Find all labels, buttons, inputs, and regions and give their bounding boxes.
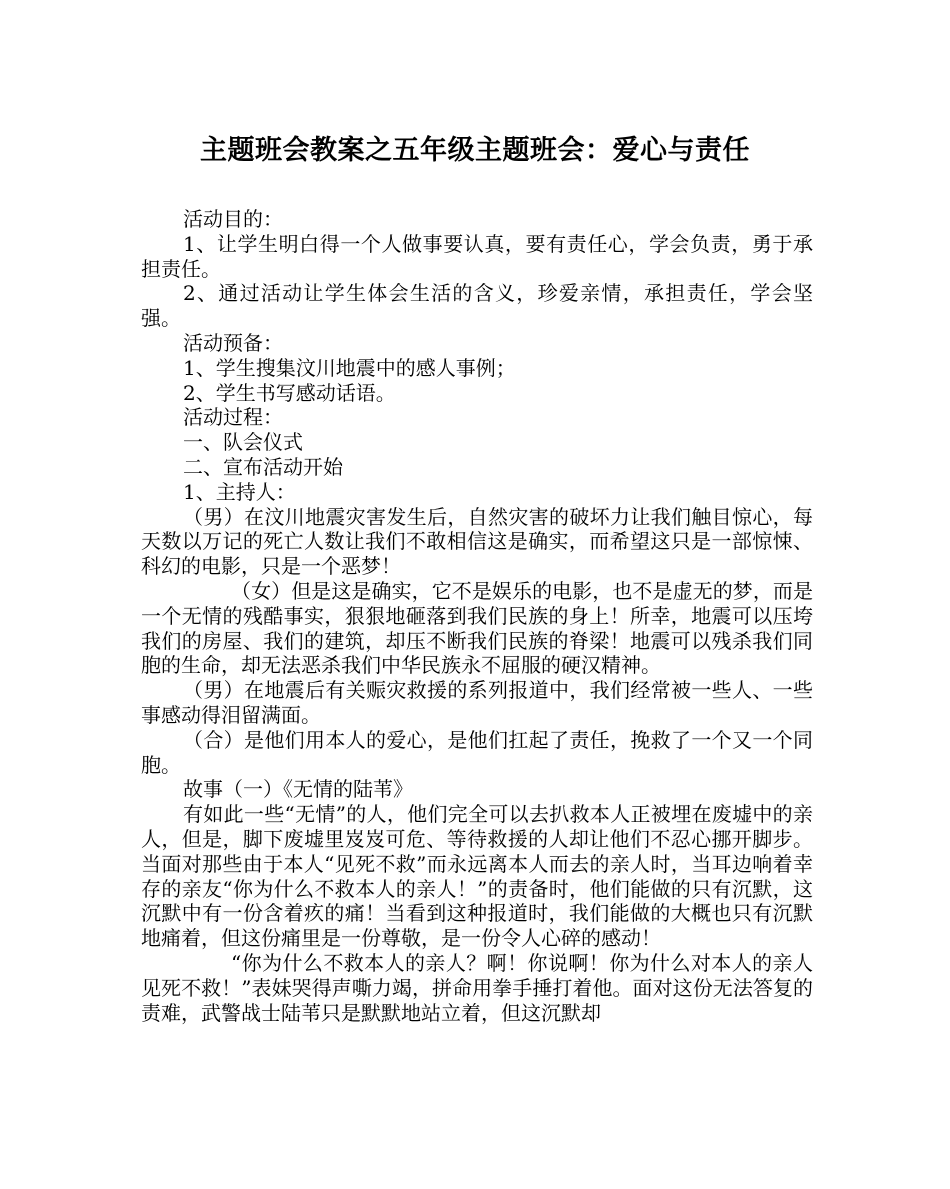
page-title: 主题班会教案之五年级主题班会：爱心与责任 xyxy=(200,135,750,166)
paragraph: 活动预备： xyxy=(183,330,283,355)
paragraph: 一、队会仪式 xyxy=(183,430,303,455)
paragraph: 故事（一）《无情的陆苇》 xyxy=(183,777,413,802)
paragraph: 1、学生搜集汶川地震中的感人事例； xyxy=(183,355,516,380)
paragraph: （男）在地震后有关赈灾救援的系列报道中，我们经常被一些人、一些事感动得泪留满面。 xyxy=(141,678,813,727)
paragraph: 2、通过活动让学生体会生活的含义，珍爱亲情，承担责任，学会坚强。 xyxy=(141,281,813,331)
paragraph: 活动过程： xyxy=(183,405,283,430)
paragraph: “你为什么不救本人的亲人？啊！你说啊！你为什么对本人的亲人见死不救！”表妹哭得声嘶力竭，拼命用拳手捶打着他。面对这份无法答复的责难，武警战士陆苇只是默默地站立着，但这沉默却 xyxy=(141,950,813,1025)
paragraph: 1、主持人： xyxy=(183,479,296,504)
paragraph: （男）在汶川地震灾害发生后，自然灾害的破坏力让我们触目惊心，每天数以万记的死亡人数让我们不敢相信这是确实，而希望这只是一部惊悚、科幻的电影，只是一个恶梦！ xyxy=(141,504,813,579)
paragraph: 有如此一些“无情”的人，他们完全可以去扒救本人正被埋在废墟中的亲人，但是，脚下废墟里岌岌可危、等待救援的人却让他们不忍心挪开脚步。当面对那些由于本人“见死不救”而永远离本人而去的亲人时，当耳边响着幸存的亲友“你为什么不救本人的亲人！”的责备时，他们能做的只有沉默，这沉默中有一份含着疚的痛！当看到这种报道时，我们能做的大概也只有沉默地痛着，但这份痛里是一份尊敬，是一份令人心碎的感动！ xyxy=(141,802,813,951)
paragraph: 1、让学生明白得一个人做事要认真，要有责任心，学会负责，勇于承担责任。 xyxy=(141,231,813,281)
paragraph: 二、宣布活动开始 xyxy=(183,454,343,479)
paragraph: 2、学生书写感动话语。 xyxy=(183,380,396,405)
paragraph: 活动目的： xyxy=(183,207,283,231)
paragraph: （合）是他们用本人的爱心，是他们扛起了责任，挽救了一个又一个同胞。 xyxy=(141,727,813,777)
paragraph: （女）但是这是确实，它不是娱乐的电影，也不是虚无的梦，而是一个无情的残酷事实，狠狠地砸落到我们民族的身上！所幸，地震可以压垮我们的房屋、我们的建筑，却压不断我们民族的脊梁！地震可以残杀我们同胞的生命，却无法恶杀我们中华民族永不屈服的硬汉精神。 xyxy=(141,578,813,678)
document-body xyxy=(141,207,813,1025)
